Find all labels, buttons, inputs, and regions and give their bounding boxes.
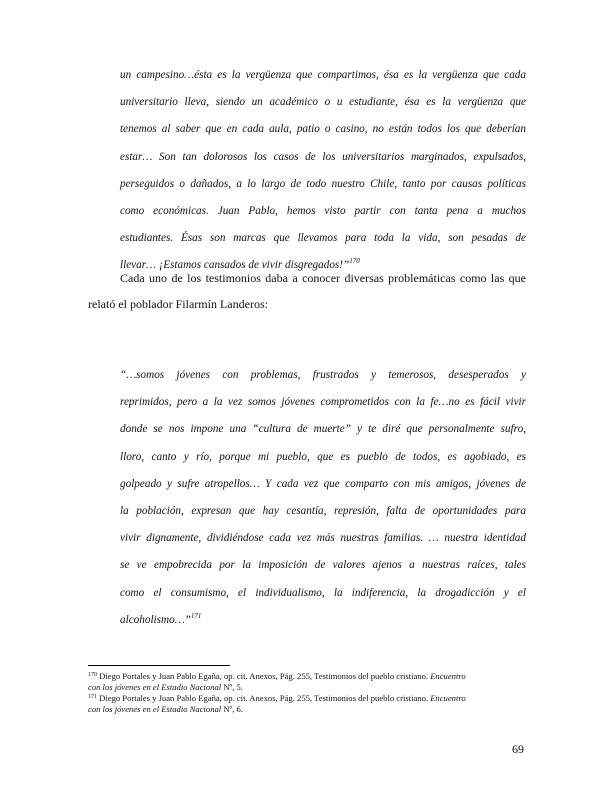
footnote-tail: Nº, 6.: [223, 704, 243, 714]
quote-line-last: [120, 607, 526, 634]
footnote-title: con los jóvenes en el Estadio Nacional: [88, 704, 222, 714]
block-quote-1: [120, 62, 526, 280]
quote-line: estudiantes. Ésas son marcas que llevamos para toda la vida, son pesadas de: [120, 232, 526, 245]
footnote-line: [88, 682, 528, 693]
block-quote-2: [120, 362, 526, 634]
paragraph-line: Cada uno de los testimonios daba a conocer diversas problemáticas como las que: [120, 271, 526, 285]
quote-line: donde se nos impone una “cultura de muerte” y te diré que personalmente sufro,: [120, 423, 526, 436]
footnote-title: con los jóvenes en el Estadio Nacional: [88, 682, 222, 692]
quote-line: golpeado y sufre atropellos… Y cada vez que comparto con mis amigos, jóvenes de: [120, 477, 526, 490]
footnote-divider: [88, 665, 230, 666]
quote-line: “…somos jóvenes con problemas, frustrados y temerosos, desesperados y: [120, 369, 526, 381]
quote-line: reprimidos, pero a la vez somos jóvenes comprometidos con la fe…no es fácil vivir: [120, 396, 526, 409]
footnote-title: Encuentro: [430, 693, 466, 703]
quote-line: tenemos al saber que en cada aula, patio o casino, no están todos los que deberían: [120, 123, 526, 136]
quote-line: perseguidos o dañados, a lo largo de todo nuestro Chile, tanto por causas políticas: [120, 177, 526, 190]
quote-line: como el consumismo, el individualismo, la indiferencia, la drogadicción y el: [120, 586, 526, 599]
quote-line-text: llevar… ¡Estamos cansados de vivir disgregados!”: [120, 259, 350, 272]
footnote-ref-171: 171: [190, 611, 202, 620]
quote-line: la población, expresan que hay cesantía, represión, falta de oportunidades para: [120, 504, 526, 517]
footnote-170: [88, 671, 528, 693]
footnote-text: Diego Portales y Juan Pablo Egaña, op. cit. Anexos, Pág. 255, Testimonios del pueblo cristiano.: [99, 671, 429, 681]
quote-line-text: alcoholismo…”: [120, 613, 191, 626]
page-number: 69: [512, 742, 524, 756]
footnote-number: 170: [88, 672, 97, 678]
quote-line: lloro, canto y río, porque mi pueblo, que es pueblo de todos, es agobiado, es: [120, 450, 526, 463]
paragraph-line: relató el poblador Filarmín Landeros:: [88, 297, 268, 311]
footnote-title: Encuentro: [430, 671, 466, 681]
body-paragraph: [88, 265, 526, 317]
quote-line: universitario lleva, siendo un académico o u estudiante, ésa es la vergüenza que: [120, 96, 526, 109]
quote-line: vivir dignamente, dividiéndose cada vez más nuestras familias. … nuestra identidad: [120, 532, 526, 545]
footnote-ref-170: 170: [349, 257, 360, 266]
footnotes: [88, 671, 528, 715]
footnote-number: 171: [88, 694, 97, 700]
footnote-171: [88, 693, 528, 715]
footnote-line: [88, 671, 528, 682]
quote-line: se ve empobrecida por la imposición de valores ajenos a nuestras raíces, tales: [120, 559, 526, 572]
footnote-line: [88, 704, 528, 715]
quote-line: como económicas. Juan Pablo, hemos visto partir con tanta pena a muchos: [120, 204, 526, 217]
footnote-tail: Nº, 5.: [223, 682, 243, 692]
footnote-text: Diego Portales y Juan Pablo Egaña, op. cit. Anexos, Pág. 255, Testimonios del pueblo cristiano.: [99, 693, 429, 703]
quote-line: un campesino…ésta es la vergüenza que compartimos, ésa es la vergüenza que cada: [120, 69, 526, 81]
footnote-line: [88, 693, 528, 704]
quote-line: estar… Son tan dolorosos los casos de los universitarios marginados, expulsados,: [120, 150, 526, 163]
